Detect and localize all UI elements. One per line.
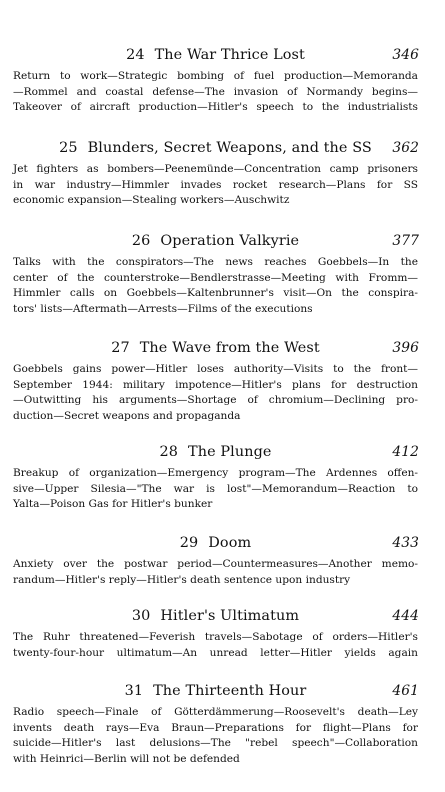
- chapter-page-number: 444: [392, 608, 419, 624]
- summary-line: sive—Upper Silesia—"The war is lost"—Memorandum—Reaction to: [13, 482, 418, 495]
- toc-entry-chapter-26: [13, 233, 418, 318]
- chapter-number: 27: [111, 340, 130, 356]
- chapter-page-number: 412: [392, 444, 419, 460]
- chapter-heading: [13, 444, 418, 464]
- toc-entry-chapter-30: [13, 608, 418, 661]
- chapter-summary: [13, 630, 418, 661]
- chapter-summary: [13, 557, 418, 588]
- summary-line: Himmler calls on Goebbels—Kaltenbrunner's visit—On the conspira-: [13, 287, 418, 300]
- toc-entry-chapter-31: [13, 683, 418, 768]
- chapter-heading: [13, 140, 418, 160]
- chapter-summary: [13, 362, 418, 425]
- chapter-heading: [13, 535, 418, 555]
- chapter-number: 30: [131, 608, 151, 624]
- summary-line: Return to work—Strategic bombing of fuel production—Memoranda: [13, 70, 418, 82]
- summary-line: Radio speech—Finale of Götterdämmerung—Roosevelt's death—Ley: [13, 706, 418, 718]
- summary-line: Yalta—Poison Gas for Hitler's bunker: [13, 498, 213, 511]
- chapter-summary: [13, 705, 418, 768]
- summary-line: invents death rays—Eva Braun—Preparations for flight—Plans for: [13, 721, 418, 734]
- summary-line: in war industry—Himmler invades rocket research—Plans for SS: [13, 178, 418, 191]
- summary-line: —Rommel and coastal defense—The invasion of Normandy begins—: [13, 85, 418, 98]
- chapter-title: The Plunge: [188, 444, 272, 460]
- chapter-summary: [13, 162, 418, 209]
- summary-line: economic expansion—Stealing workers—Auschwitz: [13, 194, 290, 207]
- chapter-heading: [13, 233, 418, 253]
- summary-line: Takeover of aircraft production—Hitler's speech to the industrialists: [13, 101, 418, 114]
- chapter-page-number: 346: [392, 47, 419, 63]
- chapter-title: Hitler's Ultimatum: [160, 608, 300, 624]
- chapter-number: 24: [126, 47, 145, 63]
- chapter-page-number: 362: [392, 140, 419, 156]
- chapter-title: The War Thrice Lost: [154, 47, 305, 63]
- chapter-title: Blunders, Secret Weapons, and the SS: [87, 140, 372, 156]
- chapter-heading: [13, 47, 418, 67]
- toc-entry-chapter-29: [13, 535, 418, 588]
- summary-line: suicide—Hitler's last delusions—The "rebel speech"—Collaboration: [13, 737, 418, 750]
- toc-entry-chapter-27: [13, 340, 418, 425]
- chapter-number: 28: [159, 444, 178, 460]
- summary-line: The Ruhr threatened—Feverish travels—Sabotage of orders—Hitler's: [13, 631, 418, 643]
- chapter-heading: [13, 683, 418, 703]
- chapter-summary: [13, 255, 418, 318]
- summary-line: tors' lists—Aftermath—Arrests—Films of the executions: [13, 303, 313, 316]
- summary-line: Anxiety over the postwar period—Countermeasures—Another memo-: [13, 558, 418, 570]
- chapter-number: 26: [131, 233, 151, 249]
- chapter-summary: [13, 69, 418, 116]
- chapter-page-number: 377: [392, 233, 419, 249]
- toc-entry-chapter-25: [13, 140, 418, 209]
- summary-line: with Heinrici—Berlin will not be defended: [13, 753, 240, 766]
- summary-line: Jet fighters as bombers—Peenemünde—Concentration camp prisoners: [13, 163, 418, 175]
- summary-line: duction—Secret weapons and propaganda: [13, 410, 241, 423]
- chapter-heading: [13, 608, 418, 628]
- chapter-page-number: 433: [392, 535, 419, 551]
- summary-line: September 1944: military impotence—Hitler's plans for destruction: [13, 378, 418, 391]
- chapter-page-number: 396: [392, 340, 419, 356]
- toc-entry-chapter-24: [13, 47, 418, 116]
- summary-line: Breakup of organization—Emergency program—The Ardennes offen-: [13, 467, 418, 479]
- chapter-heading: [13, 340, 418, 360]
- chapter-number: 25: [59, 140, 78, 156]
- summary-line: center of the counterstroke—Bendlerstrasse—Meeting with Fromm—: [13, 271, 418, 284]
- summary-line: Talks with the conspirators—The news reaches Goebbels—In the: [13, 256, 418, 268]
- chapter-number: 29: [179, 535, 199, 551]
- chapter-page-number: 461: [392, 683, 419, 699]
- summary-line: —Outwitting his arguments—Shortage of chromium—Declining pro-: [13, 394, 418, 407]
- chapter-summary: [13, 466, 418, 513]
- chapter-title: The Thirteenth Hour: [153, 683, 307, 699]
- summary-line: randum—Hitler's reply—Hitler's death sentence upon industry: [13, 573, 351, 586]
- summary-line: Goebbels gains power—Hitler loses authority—Visits to the front—: [13, 363, 418, 375]
- summary-line: twenty-four-hour ultimatum—An unread letter—Hitler yields again: [13, 646, 418, 659]
- chapter-number: 31: [124, 683, 144, 699]
- chapter-title: Operation Valkyrie: [160, 233, 300, 249]
- chapter-title: Doom: [208, 535, 252, 551]
- toc-entry-chapter-28: [13, 444, 418, 513]
- chapter-title: The Wave from the West: [139, 340, 320, 356]
